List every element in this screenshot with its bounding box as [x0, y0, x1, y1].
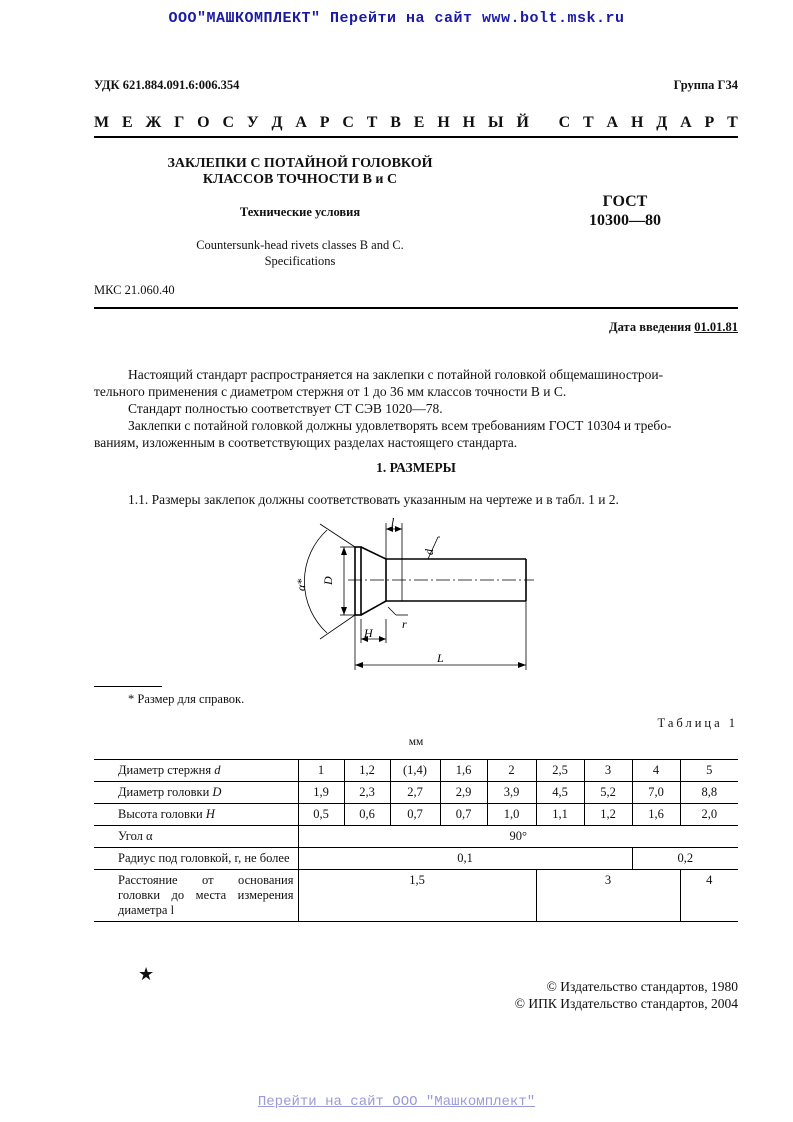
section-title: 1. РАЗМЕРЫ [376, 460, 456, 475]
row-symbol: d [214, 763, 221, 777]
heading-letter: С [222, 114, 235, 131]
heading-letter: Т [583, 114, 594, 131]
distance-value-3: 4 [680, 870, 738, 922]
scope-line-1: Настоящий стандарт распространяется на заклепки с потайной головкой общемашинострои- [128, 367, 664, 382]
dimension-lines [304, 523, 534, 670]
table-row [94, 782, 738, 804]
heading-letter: Е [121, 114, 133, 131]
gost-number: 10300—80 [589, 212, 661, 229]
dim-r-label: r [402, 617, 407, 631]
title-divider [94, 307, 738, 309]
copyright-2004: © ИПК Издательство стандартов, 2004 [514, 996, 738, 1011]
heading-letter: Н [437, 114, 450, 131]
table-cell: 4 [632, 760, 680, 782]
table-cell: 1,9 [298, 782, 344, 804]
heading-letter: Д [271, 114, 283, 131]
row-label-text: Диаметр головки [118, 785, 213, 799]
angle-row [94, 826, 738, 848]
table-cell: 7,0 [632, 782, 680, 804]
title-line-1: ЗАКЛЕПКИ С ПОТАЙНОЙ ГОЛОВКОЙ [167, 156, 433, 171]
top-site-banner[interactable]: ООО"МАШКОМПЛЕКТ" Перейти на сайт www.bolt.msk.ru [168, 10, 625, 27]
heading-letter: О [197, 114, 210, 131]
table-cell: 2,9 [440, 782, 487, 804]
heading-letter: С [342, 114, 354, 131]
gost-designation [540, 192, 710, 230]
table-cell: 3 [584, 760, 632, 782]
table-caption: Таблица 1 [657, 716, 738, 730]
english-title-line-1: Countersunk-head rivets classes B and C. [196, 238, 404, 252]
heading-letter: А [680, 114, 692, 131]
heading-letter: Ж [145, 114, 162, 131]
table-cell: 0,6 [344, 804, 390, 826]
table-cell: 2 [487, 760, 536, 782]
interstate-standard-heading [94, 114, 738, 132]
heading-letter: Р [319, 114, 330, 131]
heading-letter: У [246, 114, 259, 131]
radius-value-large: 0,2 [632, 848, 738, 870]
table-cell: 1,6 [440, 760, 487, 782]
table-cell: 4,5 [536, 782, 584, 804]
table-cell: 2,7 [390, 782, 440, 804]
rivet-outline [355, 547, 526, 615]
table-cell: 2,5 [536, 760, 584, 782]
heading-letter: Й [516, 114, 529, 131]
table-cell: 1,6 [632, 804, 680, 826]
row-label [94, 760, 298, 782]
table-cell: 5 [680, 760, 738, 782]
heading-letter: Н [630, 114, 644, 131]
table-cell: 5,2 [584, 782, 632, 804]
dim-d-label: d [422, 549, 436, 555]
table-cell: 2,0 [680, 804, 738, 826]
table-unit: мм [408, 736, 424, 748]
table-cell: 0,7 [440, 804, 487, 826]
document-subtitle: Технические условия [239, 205, 361, 219]
bottom-site-link[interactable]: Перейти на сайт ООО "Машкомплект" [257, 1094, 536, 1110]
heading-letter: Ы [487, 114, 504, 131]
radius-row [94, 848, 738, 870]
row-label [94, 782, 298, 804]
footnote-divider [94, 686, 162, 687]
row-symbol: H [205, 807, 215, 821]
table-cell: 2,3 [344, 782, 390, 804]
dimensions-table [94, 759, 738, 922]
introduction-date [520, 320, 738, 335]
star-mark: ★ [138, 964, 155, 984]
document-title [120, 156, 480, 188]
header-divider [94, 136, 738, 138]
row-symbol: D [212, 785, 222, 799]
scope-line-2: тельного применения с диаметром стержня от 1 до 36 мм классов точности В и С. [94, 384, 567, 399]
footnote: * Размер для справок. [128, 692, 245, 706]
heading-letter: Н [462, 114, 476, 131]
copyright-1980: © Издательство стандартов, 1980 [546, 979, 738, 994]
row-label-text: Диаметр стержня [118, 763, 215, 777]
mks-code: МКС 21.060.40 [94, 283, 175, 297]
dim-alpha-label: α* [294, 578, 308, 591]
angle-value: 90° [298, 826, 738, 848]
title-line-2: КЛАССОВ ТОЧНОСТИ В и С [202, 172, 398, 187]
row-label [94, 804, 298, 826]
rivet-drawing [290, 515, 550, 675]
distance-row [94, 870, 738, 922]
heading-letter [542, 114, 546, 132]
table-cell: 1,0 [487, 804, 536, 826]
dim-l-label: l [391, 515, 395, 529]
heading-letter: Г [174, 114, 185, 131]
dim-H-label: H [364, 626, 373, 640]
table-cell: 8,8 [680, 782, 738, 804]
radius-value-small: 0,1 [298, 848, 632, 870]
dim-L-label: L [437, 651, 444, 665]
clause-1-1: 1.1. Размеры заклепок должны соответствовать указанным на чертеже и в табл. 1 и 2. [128, 492, 619, 507]
heading-letter: М [94, 114, 110, 131]
table-row [94, 760, 738, 782]
heading-letter: А [295, 114, 307, 131]
table-cell: (1,4) [390, 760, 440, 782]
distance-label: Расстояние от основания головки до места измерения диаметра l [94, 870, 298, 922]
introduction-date-label: Дата введения [609, 320, 692, 334]
heading-letter: Т [727, 114, 738, 131]
heading-letter: В [390, 114, 401, 131]
table-row [94, 804, 738, 826]
angle-label: Угол α [94, 826, 298, 848]
distance-value-1: 1,5 [298, 870, 536, 922]
gost-label: ГОСТ [602, 193, 648, 210]
radius-label: Радиус под головкой, r, не более [94, 848, 298, 870]
table-cell: 0,5 [298, 804, 344, 826]
heading-letter: Д [656, 114, 668, 131]
table-cell: 1 [298, 760, 344, 782]
group-code: Группа Г34 [673, 78, 738, 92]
english-title [120, 237, 480, 269]
table-cell: 1,1 [536, 804, 584, 826]
heading-letter: Т [366, 114, 378, 131]
table-cell: 1,2 [584, 804, 632, 826]
table-cell: 3,9 [487, 782, 536, 804]
introduction-date-value: 01.01.81 [694, 320, 738, 334]
table-cell: 1,2 [344, 760, 390, 782]
heading-letter: Е [413, 114, 425, 131]
heading-letter: Р [704, 114, 715, 131]
conformity-paragraph: Стандарт полностью соответствует СТ СЭВ 1020—78. [128, 401, 443, 416]
english-title-line-2: Specifications [264, 254, 336, 268]
udk-code: УДК 621.884.091.6:006.354 [94, 78, 240, 92]
heading-letter: С [558, 114, 571, 131]
requirements-line-2: ваниям, изложенным в соответствующих разделах настоящего стандарта. [94, 435, 518, 450]
copyright [440, 978, 738, 1012]
row-label-text: Высота головки [118, 807, 206, 821]
requirements-line-1: Заклепки с потайной головкой должны удовлетворять всем требованиям ГОСТ 10304 и требо- [128, 418, 672, 433]
heading-letter: А [606, 114, 619, 131]
dim-D-label: D [321, 576, 335, 585]
table-cell: 0,7 [390, 804, 440, 826]
scope-paragraph [94, 366, 738, 451]
distance-value-2: 3 [536, 870, 680, 922]
